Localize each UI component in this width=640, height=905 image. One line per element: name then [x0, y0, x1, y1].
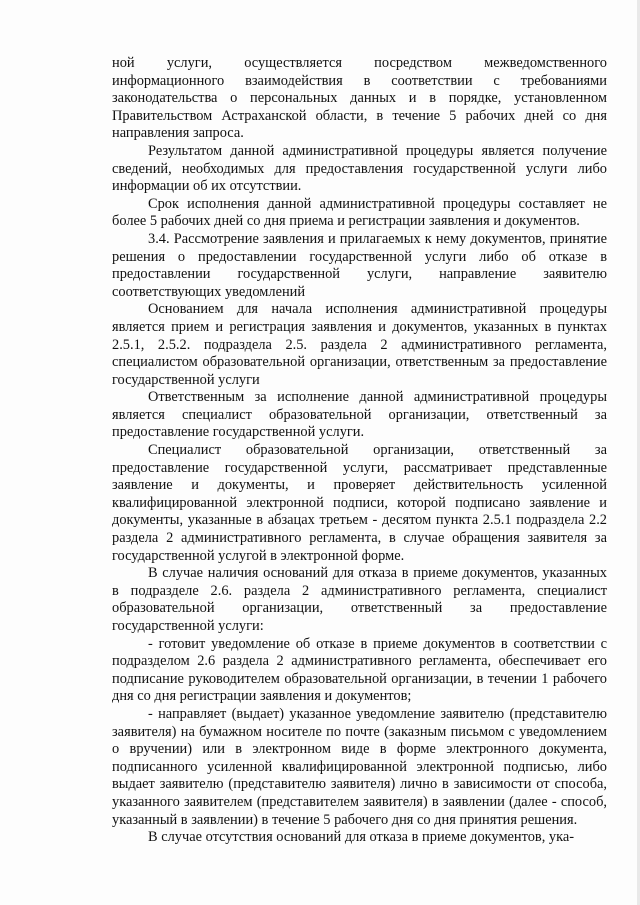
paragraph-responsible: Ответственным за исполнение данной административной процедуры является специалист образовательной организации, ответственный за предоставление государственной услуги. [112, 389, 607, 441]
paragraph-basis: Основанием для начала исполнения административной процедуры является прием и регистрация заявления и документов, указанных в пунктах 2.5.1, 2.5.2. подраздела 2.5. раздела 2 административного регламента, специалистом образовательной организации, ответственным за предоставление государственной услуги [112, 301, 607, 388]
document-body [112, 55, 607, 847]
paragraph-no-refusal-grounds: В случае отсутствия оснований для отказа в приеме документов, ука- [148, 829, 575, 846]
paragraph-specialist-review: Специалист образовательной организации, ответственный за предоставление государственной услуги, рассматривает представленные заявление и документы, и проверяет действительность усиленной квалифицированной электронной подписи, которой подписано заявление и документы, указанные в абзацах третьем - десятом пункта 2.5.1 подраздела 2.2 раздела 2 административного регламента, в случае обращения заявителя за государственной услугой в электронной форме. [112, 442, 607, 564]
list-item-send-notice: - направляет (выдает) указанное уведомление заявителю (представителю заявителя) на бумажном носителе по почте (заказным письмом с уведомлением о вручении) или в электронном виде в форме электронного документа, подписанного усиленной квалифицированной электронной подписью, либо выдает заявителю (представителю заявителя) лично в зависимости от способа, указанного заявителем (представителем заявителя) в заявлении (далее - способ, указанный в заявлении) в течение 5 рабочего дня со дня принятия решения. [112, 705, 607, 828]
paragraph-procedure-result: Результатом данной административной процедуры является получение сведений, необходимых для предоставления государственной услуги либо информации об их отсутствии. [112, 142, 607, 195]
paragraph-refusal-grounds: В случае наличия оснований для отказа в приеме документов, указанных в подразделе 2.6. раздела 2 административного регламента, специалист образовательной организации, ответственный за предоставление государственной услуги: [112, 565, 607, 634]
section-3-4-heading: 3.4. Рассмотрение заявления и прилагаемых к нему документов, принятие решения о предоставлении государственной услуги либо об отказе в предоставлении государственной услуги, направление заявителю соответствующих уведомлений [112, 230, 607, 300]
list-item-prepare-notice: - готовит уведомление об отказе в приеме документов в соответствии с подразделом 2.6 раздела 2 административного регламента, обеспечивает его подписание руководителем образовательной организации, в течении 1 рабочего дня со дня регистрации заявления и документов; [112, 635, 607, 705]
paragraph-interagency-request: ной услуги, осуществляется посредством межведомственного информационного взаимодействия в соответствии с требованиями законодательства о персональных данных и в порядке, установленном Правительством Астраханской области, в течение 5 рабочих дней со дня направления запроса. [112, 55, 607, 142]
paragraph-procedure-term: Срок исполнения данной административной процедуры составляет не более 5 рабочих дней со дня приема и регистрации заявления и документов. [112, 195, 607, 230]
